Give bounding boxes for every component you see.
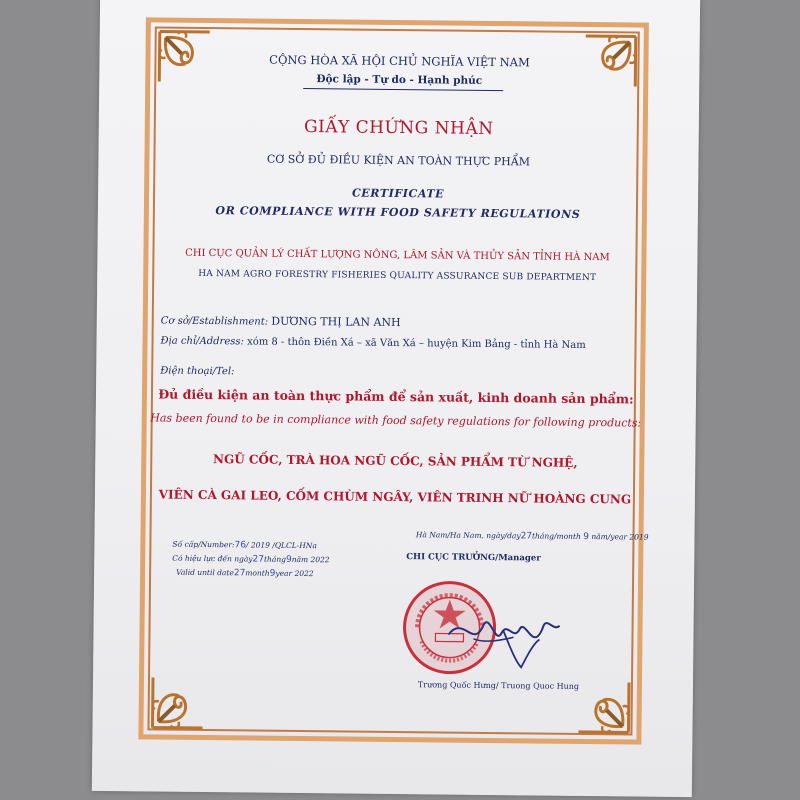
compliance-statement-en: Has been found to be in compliance with food safety regulations for following products: [150, 411, 642, 430]
manager-title: CHI CỤC TRƯỞNG/Manager [406, 552, 541, 564]
issue-place-prefix: Hà Nam/Ha Nam, ngày/day [415, 530, 521, 541]
establishment-field [161, 314, 401, 330]
national-motto: Độc lập - Tự do - Hạnh phúc [316, 73, 483, 87]
number-handwritten: 76 [234, 540, 247, 551]
valid-vn-prefix: Có hiệu lực đến ngày [172, 553, 253, 564]
establishment-value: DƯƠNG THỊ LAN ANH [271, 314, 401, 330]
issuing-agency-vn: CHI CỤC QUẢN LÝ CHẤT LƯỢNG NÔNG, LÂM SẢN VÀ THỦY SẢN TỈNH HÀ NAM [185, 247, 610, 264]
valid-vn-mid: tháng [263, 554, 287, 564]
issue-day: 27 [520, 531, 533, 542]
issue-suffix: năm/year 2019 [591, 532, 649, 542]
corner-ornament-icon [148, 673, 207, 732]
certificate-title-en: CERTIFICATE [351, 186, 445, 201]
establishment-label: Cơ sở/Establishment: [160, 315, 269, 328]
issuing-agency-en: HA NAM AGRO FORESTRY FISHERIES QUALITY ASSURANCE SUB DEPARTMENT [198, 268, 597, 284]
valid-until-en [176, 568, 314, 579]
address-label: Địa chỉ/Address: [160, 335, 244, 348]
signature-icon [443, 595, 564, 676]
valid-vn-month: 9 [285, 554, 292, 565]
tel-label: Điện thoại/Tel: [160, 365, 235, 378]
registration-number [172, 540, 317, 552]
valid-vn-suffix: năm 2022 [291, 554, 330, 565]
signer-name: Trương Quốc Hưng/ Truong Quoc Hung [417, 680, 580, 691]
product-list-line-2: VIÊN CÀ GAI LEO, CỐM CHÙM NGÂY, VIÊN TRINH NỮ HOÀNG CUNG [158, 487, 632, 507]
nation-heading: CỘNG HÒA XÃ HỘI CHỦ NGHĨA VIỆT NAM [269, 52, 530, 70]
valid-en-mid: month [245, 568, 270, 578]
valid-en-suffix: year 2022 [275, 568, 314, 579]
certificate-title: GIẤY CHỨNG NHẬN [303, 117, 494, 140]
compliance-statement-vn: Đủ điều kiện an toàn thực phẩm để sản xuất, kinh doanh sản phẩm: [158, 386, 634, 407]
certificate-subtitle-en: OR COMPLIANCE WITH FOOD SAFETY REGULATIONS [215, 204, 581, 221]
product-list-line-1: NGŨ CỐC, TRÀ HOA NGŨ CỐC, SẢN PHẨM TỪ NGHỆ, [212, 452, 578, 470]
issue-month: 9 [583, 531, 590, 543]
corner-ornament-icon [574, 678, 633, 737]
valid-until-vn [172, 554, 329, 566]
certificate-subtitle: CƠ SỞ ĐỦ ĐIỀU KIỆN AN TOÀN THỰC PHẨM [266, 152, 531, 169]
number-label: Số cấp/Number: [172, 539, 235, 550]
tel-field [160, 366, 234, 378]
valid-en-day: 27 [233, 568, 246, 579]
address-value: xóm 8 - thôn Điền Xá – xã Văn Xá – huyện Kim Bảng - tỉnh Hà Nam [247, 336, 586, 351]
issue-mid: tháng/month [532, 531, 581, 541]
valid-en-prefix: Valid until date [176, 567, 234, 578]
valid-en-month: 9 [269, 568, 276, 579]
valid-vn-day: 27 [252, 554, 265, 565]
number-suffix: / 2019 /QLCL-HNa [245, 540, 317, 551]
certificate-paper [92, 0, 700, 797]
